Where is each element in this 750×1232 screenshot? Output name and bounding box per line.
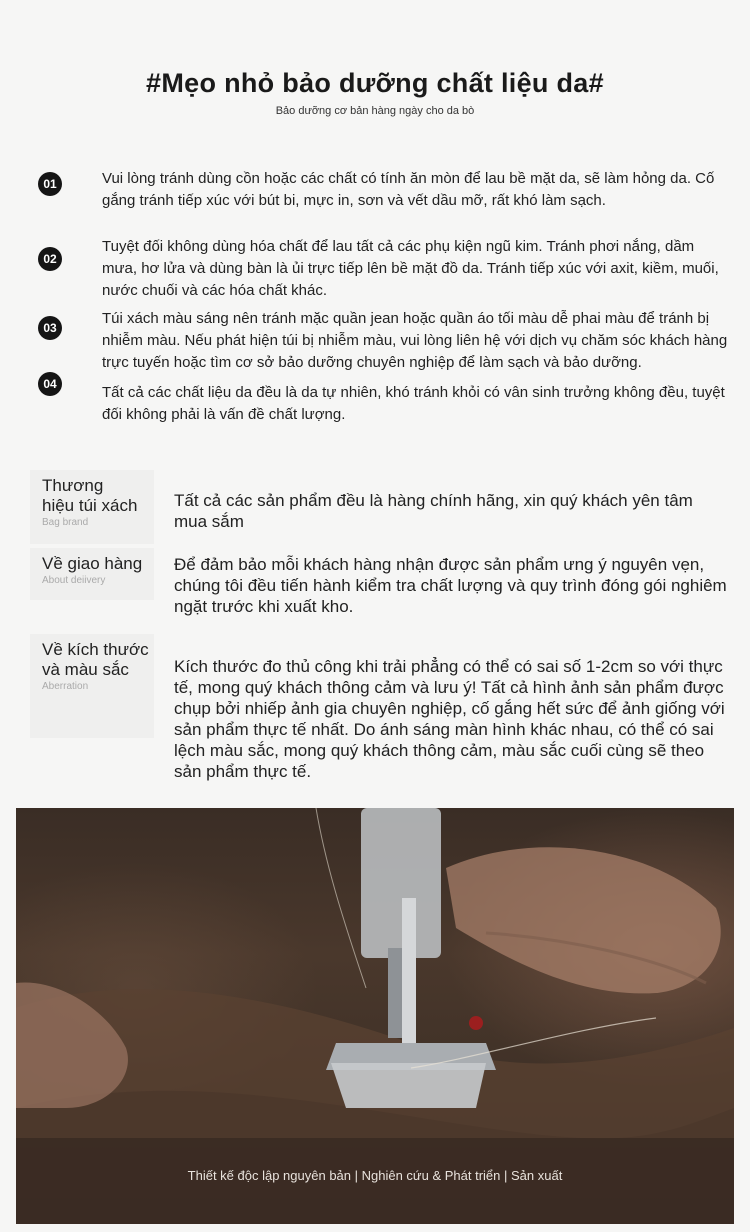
info-label-box (30, 470, 154, 544)
info-label: Thương hiệu túi xách (42, 476, 138, 515)
info-label-sub: Bag brand (42, 517, 89, 528)
info-label: Về giao hàng (42, 554, 143, 573)
tip-item (38, 377, 728, 426)
info-label-box (30, 548, 154, 600)
tip-text: Tuyệt đối không dùng hóa chất để lau tất cả các phụ kiện ngũ kim. Tránh phơi nắng, dầm mưa, hơ lửa và dùng bàn là ủi trực tiếp lên bề mặt đồ da. Tránh tiếp xúc với axit, kiềm, muối, nước chuối và các hóa chất khác. (102, 238, 719, 299)
info-text: Tất cả các sản phẩm đều là hàng chính hãng, xin quý khách yên tâm mua sắm (174, 491, 693, 531)
tip-item (38, 168, 728, 212)
info-text: Để đảm bảo mỗi khách hàng nhận được sản phẩm ưng ý nguyên vẹn, chúng tôi đều tiến hành kiểm tra chất lượng và quy trình đóng gói nghiêm ngặt trước khi xuất kho. (174, 555, 727, 616)
tip-text: Vui lòng tránh dùng cồn hoặc các chất có tính ăn mòn để lau bề mặt da, sẽ làm hỏng da. Cố gắng tránh tiếp xúc với bút bi, mực in, sơn và vết dầu mỡ, rất khó làm sạch. (102, 170, 715, 209)
page-subtitle: Bảo dưỡng cơ bản hàng ngày cho da bò (275, 105, 475, 117)
sewing-machine-photo (16, 808, 734, 1224)
tip-item (38, 236, 728, 302)
tip-number-badge: 04 (38, 372, 62, 396)
info-label-sub: Aberration (42, 681, 89, 692)
sewing-scene-illustration (16, 808, 734, 1224)
photo-caption: Thiết kế độc lập nguyên bản | Nghiên cứu & Phát triển | Sản xuất (187, 1168, 563, 1183)
tip-item (38, 308, 728, 374)
tip-text: Tất cả các chất liệu da đều là da tự nhiên, khó tránh khỏi có vân sinh trưởng không đều, tuyệt đối không phải là vấn đề chất lượng. (102, 384, 725, 423)
info-label: Về kích thước và màu sắc (42, 640, 149, 679)
tip-number-badge: 01 (38, 172, 62, 196)
page-title: #Mẹo nhỏ bảo dưỡng chất liệu da# (146, 68, 604, 98)
info-text: Kích thước đo thủ công khi trải phẳng có thể có sai số 1-2cm so với thực tế, mong quý khách thông cảm và lưu ý! Tất cả hình ảnh sản phẩm được chụp bởi nhiếp ảnh gia chuyên nghiệp, cố gắng hết sức để ảnh giống với sản phẩm thực tế nhất. Do ánh sáng màn hình khác nhau, có thể có sai lệch màu sắc, mong quý khách thông cảm, màu sắc cuối cùng sẽ theo sản phẩm thực tế. (174, 657, 725, 781)
page-header (0, 68, 750, 117)
tip-text: Túi xách màu sáng nên tránh mặc quần jean hoặc quần áo tối màu dễ phai màu để tránh bị nhiễm màu. Nếu phát hiện túi bị nhiễm màu, vui lòng liên hệ với dịch vụ chăm sóc khách hàng trực tuyến hoặc tìm cơ sở bảo dưỡng chuyên nghiệp để làm sạch và bảo dưỡng. (102, 310, 728, 371)
tip-number-badge: 02 (38, 247, 62, 271)
info-label-box (30, 634, 154, 738)
info-label-sub: About deiivery (42, 575, 106, 586)
tip-number-badge: 03 (38, 316, 62, 340)
